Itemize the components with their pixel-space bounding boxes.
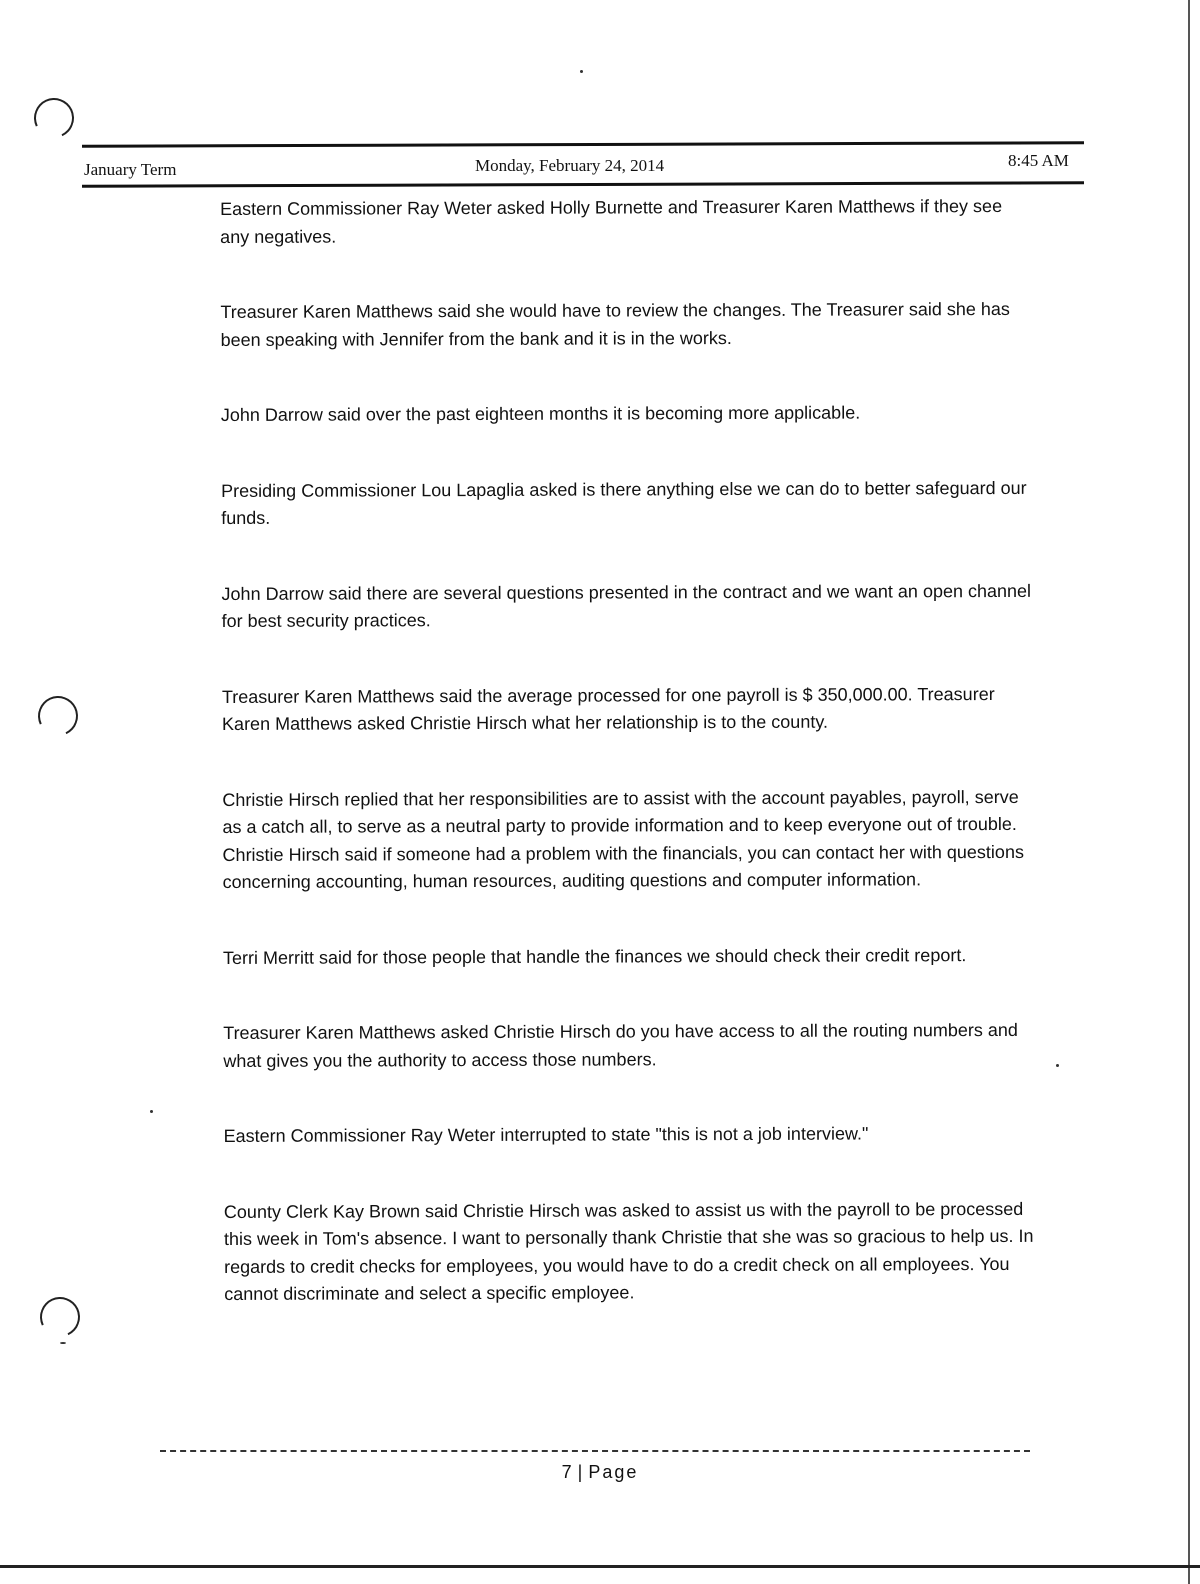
- paragraph: Presiding Commissioner Lou Lapaglia asked is there anything else we can do to better safeguard our funds.: [221, 477, 1027, 528]
- paragraph: John Darrow said over the past eighteen months it is becoming more applicable.: [220, 402, 861, 425]
- paragraph: Treasurer Karen Matthews said she would have to review the changes. The Treasurer said she has been speaking with Jennifer from the bank and it is in the works.: [220, 298, 1010, 350]
- paragraph: Treasurer Karen Matthews said the average processed for one payroll is $ 350,000.00. Treasurer Karen Matthews asked Christie Hirsch what her relationship is to the county.: [221, 683, 995, 734]
- scan-edge-right: [1188, 0, 1190, 1584]
- scan-speck: [1056, 1064, 1059, 1067]
- paragraph: Christie Hirsch replied that her responsibilities are to assist with the account payables, payroll, serve as a catch all, to serve as a neutral party to provide information and to keep everyone out of trouble. Christie Hirsch said if someone had a problem with the financials, you can contact her with questions concerning accounting, human resources, auditing questions and computer information.: [222, 786, 1024, 892]
- paragraph: Terri Merritt said for those people that handle the finances we should check their credit report.: [222, 944, 967, 968]
- footer-rule: [160, 1450, 1030, 1452]
- page-footer: [0, 1462, 1200, 1483]
- paragraph: Eastern Commissioner Ray Weter asked Holly Burnette and Treasurer Karen Matthews if they see any negatives.: [220, 195, 1003, 247]
- paragraph: Eastern Commissioner Ray Weter interrupted to state "this is not a job interview.": [223, 1123, 869, 1146]
- binder-hole-top: [28, 92, 79, 143]
- binder-hole-bottom: [34, 1291, 85, 1342]
- header-date: Monday, February 24, 2014: [475, 156, 665, 175]
- header-time: 8:45 AM: [1008, 151, 1069, 170]
- paragraph: Treasurer Karen Matthews asked Christie Hirsch do you have access to all the routing numbers and what gives you the authority to access those numbers.: [223, 1019, 1018, 1071]
- paragraph: John Darrow said there are several questions presented in the contract and we want an open channel for best security practices.: [221, 580, 1032, 631]
- scan-speck: [580, 70, 583, 73]
- header-rule-bottom: [82, 181, 1084, 187]
- header-term: January Term: [84, 160, 177, 179]
- scan-speck: [150, 1110, 153, 1113]
- page-number: 7: [561, 1462, 574, 1482]
- header-rule-top: [82, 141, 1084, 147]
- page-separator: |: [577, 1462, 585, 1482]
- page-label: Page: [588, 1462, 639, 1482]
- binder-hole-middle: [32, 690, 83, 741]
- scan-edge-bottom: [0, 1565, 1200, 1568]
- minutes-body: [220, 193, 1034, 1357]
- scan-speck: [60, 1342, 66, 1344]
- paragraph: County Clerk Kay Brown said Christie Hirsch was asked to assist us with the payroll to be processed this week in Tom's absence. I want to personally thank Christie that she was so gracious to help us. In regards to credit checks for employees, you would have to do a credit check on all employees. You cannot discriminate and select a specific employee.: [223, 1198, 1034, 1304]
